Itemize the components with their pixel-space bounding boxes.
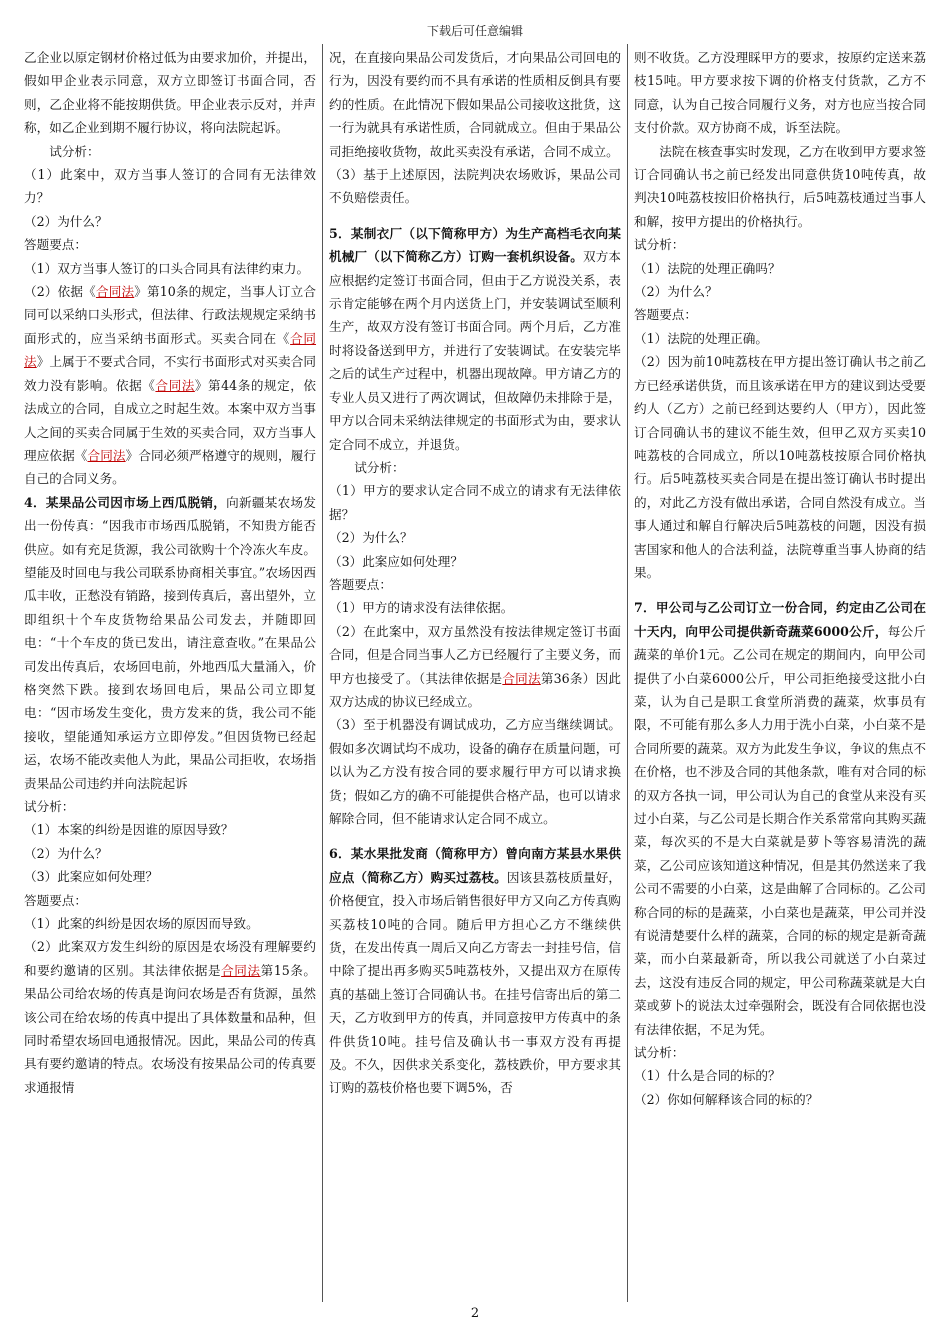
- paragraph: （1）此案中，双方当事人签订的合同有无法律效力？: [24, 167, 316, 206]
- text-run: 向新疆某农场发出一份传真：“因我市市场西瓜脱销，不知贵方能否供应。如有充足货源，我公司欲购十个冷冻火车皮。望能及时回电与我公司联系协商相关事宜。”农场因西瓜丰收，正愁没有销路，接到传真后，喜出望外，立即组织十个车皮货物给果品公司发去，并随即回电：“十个车皮的货已发出，请注意查收。”在果品公司发出传真后，农场回电前，外地西瓜大量涌入，价格突然下跌。接到农场回电后，果品公司立即复电：“因市场发生变化，贵方发来的货，我公司不能接收，望能通知承运方立即停发。”但因货物已经起运，农场不能改卖他人为此，果品公司拒收，农场指责果品公司违约并向法院起诉: [24, 494, 317, 791]
- paragraph: 答题要点：: [24, 237, 87, 253]
- text-run: （2）此案双方发生纠纷的原因是农场没有理解要约和要约邀请的区别。其法律依据是: [24, 939, 316, 978]
- case-heading: 6．某水果批发商（简称甲方）曾向南方某县水果供应点（简称乙方）购买过荔枝。: [329, 846, 621, 885]
- paragraph: （2）为什么？: [329, 530, 413, 546]
- paragraph: 试分析：: [49, 143, 100, 159]
- paragraph: （3）至于机器没有调试成功，乙方应当继续调试。假如多次调试均不成功，设备的确存在质量问题，可以认为乙方没有按合同的要求履行甲方可以请求换货；假如乙方的确不可能提供合格产品，也可以请求解除合同，但不能请求认定合同不成立。: [329, 717, 621, 826]
- law-link[interactable]: 合同法: [502, 670, 541, 686]
- text-run: 》第10条的规定，当事人订立合同可以采纳口头形式，但法律、行政法规规定采纳书面形式的，应当采纳书面形式。买卖合同在《: [24, 284, 317, 346]
- paragraph: 试分析：: [24, 799, 75, 814]
- paragraph: （1）此案的纠纷是因农场的原因而导致。: [24, 916, 259, 932]
- paragraph: （3）此案应如何处理？: [329, 553, 463, 569]
- case-heading: 7．甲公司与乙公司订立一份合同，约定由乙公司在十天内，向甲公司提供新奇蔬菜6000公斤，: [634, 600, 926, 639]
- paragraph: 况，在直接向果品公司发货后，才向果品公司回电的行为，因没有要约而不具有承诺的性质相反倒具有要约的性质。在此情况下假如果品公司接收这批货，这一行为就具有承诺性质，合同就成立。但由于果品公司拒绝接收货物，故此买卖没有承诺，合同不成立。: [329, 50, 621, 159]
- text-run: （2）依据《: [24, 284, 96, 300]
- page-number: 2: [470, 1306, 480, 1321]
- paragraph: （2）因为前10吨荔枝在甲方提出签订确认书之前乙方已经承诺供货，而且该承诺在甲方的建议到达受要约人（乙方）之前已经到达要约人（甲方），因此签订合同确认书的建议不能生效，但甲乙双方买卖10吨荔枝的合同成立，所以10吨荔枝按原合同价格执行。后5吨荔枝买卖合同是在提出签订确认书时提出的，对此乙方没有做出承诺，合同自然没有成立。当事人通过和解自行解决后5吨荔枝的问题，因没有损害国家和他人的合法利益，法院尊重当事人协商的结果。: [634, 354, 926, 580]
- paragraph: 法院在核查事实时发现，乙方在收到甲方要求签订合同确认书之前已经发出同意供货10吨传真，故判决10吨荔枝按旧价格执行，后5吨荔枝通过当事人和解，按甲方提出的价格执行。: [634, 143, 926, 229]
- paragraph: 试分析：: [634, 1045, 685, 1061]
- paragraph: （1）甲方的请求没有法律依据。: [329, 600, 514, 616]
- paragraph: 答题要点：: [634, 307, 697, 323]
- paragraph: （1）甲方的要求认定合同不成立的请求有无法律依据？: [329, 483, 621, 522]
- paragraph: 乙企业以原定钢材价格过低为由要求加价，并提出，假如甲企业表示同意，双方立即签订书面合同，否则，乙企业将不能按期供货。甲企业表示反对，并声称，如乙企业到期不履行协议，将向法院起诉。: [24, 50, 316, 136]
- paragraph: （2）你如何解释该合同的标的？: [634, 1091, 819, 1107]
- text-run: 双方本应根据约定签订书面合同，但由于乙方说没关系，表示肯定能够在两个月内送货上门，并安装调试至顺利生产，故双方没有签订书面合同。两个月后，乙方准时将设备送到甲方，并进行了安装调试。在安装完毕之后的试生产过程中，机器出现故障。甲方请乙方的专业人员又进行了两次调试，但故障仍未排除于是，甲方以合同未采纳法律规定的书面形式为由，要求认定合同不成立，并退货。: [329, 249, 622, 452]
- law-link[interactable]: 合同法: [221, 962, 261, 978]
- document-body: [18, 44, 932, 1302]
- paragraph: （1）双方当事人签订的口头合同具有法律约束力。: [24, 260, 310, 276]
- paragraph: （2）为什么？: [24, 845, 108, 861]
- paragraph: （3）此案应如何处理？: [24, 869, 158, 885]
- law-link[interactable]: 合同法: [24, 330, 317, 370]
- paragraph: （1）法院的处理正确。: [634, 330, 768, 346]
- text-run: 每公斤蔬菜的单价1元。乙公司在规定的期间内，向甲公司提供了小白菜6000公斤，甲公司拒绝接受这批小白菜，认为自己是职工食堂所消费的蔬菜，炊事员有限，不可能有那么多人力用于洗小白菜，小白菜不是合同所要的蔬菜。双方为此发生争议，争议的焦点不在价格，也不涉及合同的其他条款，唯有对合同的标的双方各执一词，甲公司认为自己的食堂从来没有买过小白菜，与乙公司是长期合作关系常常向其购买蔬菜，每次买的不是大白菜就是萝卜等容易清洗的蔬菜，乙公司应该知道这种情况，但是其仍然送来了我公司不需要的小白菜，这是曲解了合同标的。乙公司称合同的标的是蔬菜，小白菜也是蔬菜，甲公司并没有说清楚要什么样的蔬菜，合同的标的规定是新奇蔬菜，而小白菜最新奇，所以我公司就送了小白菜过去，这没有违反合同的规定，甲公司称蔬菜就是大白菜或萝卜的说法太过牵强附会，既没有合同依据也没有法律依据，不足为凭。: [634, 623, 926, 1037]
- paragraph: （3）基于上述原因，法院判决农场败诉，果品公司不负赔偿责任。: [329, 167, 621, 206]
- page-header: 下载后可任意编辑: [426, 24, 523, 38]
- column-middle: [322, 44, 627, 1302]
- case-heading: 4．某果品公司因市场上西瓜脱销，: [24, 494, 227, 510]
- paragraph: （2）为什么？: [24, 213, 108, 229]
- paragraph: [634, 596, 926, 1041]
- paragraph: [24, 491, 316, 795]
- text-run: 》合同必须严格遵守的规则，履行自己的合同义务。: [24, 447, 317, 487]
- paragraph: [24, 280, 316, 491]
- paragraph: 试分析：: [354, 459, 405, 475]
- law-link[interactable]: 合同法: [155, 377, 195, 393]
- law-link[interactable]: 合同法: [87, 447, 126, 463]
- paragraph: [329, 842, 621, 1099]
- paragraph: （1）什么是合同的标的？: [634, 1068, 781, 1084]
- column-left: [18, 44, 322, 1302]
- case-heading: 5．某制衣厂（以下简称甲方）为生产高档毛衣向某机械厂（以下简称乙方）订购一套机织设备。: [329, 225, 621, 265]
- text-run: （2）在此案中，双方虽然没有按法律规定签订书面合同，但是合同当事人乙方已经履行了主要义务，而甲方也接受了。（其法律依据是: [329, 623, 621, 686]
- paragraph: （1）法院的处理正确吗？: [634, 260, 781, 276]
- paragraph: [329, 222, 621, 456]
- paragraph: 答题要点：: [24, 892, 87, 908]
- text-run: 》第44条的规定，依法成立的合同，自成立之时起生效。本案中双方当事人之间的买卖合同属于生效的买卖合同，双方当事人理应依据《: [24, 377, 317, 463]
- paragraph: [24, 935, 316, 1099]
- text-run: 第36条）因此双方达成的协议已经成立。: [329, 670, 622, 709]
- paragraph: 则不收货。乙方没理睬甲方的要求，按原约定送来荔枝15吨。甲方要求按下调的价格支付货款，乙方不同意，认为自己按合同履行义务，对方也应当按合同支付价款。双方协商不成，诉至法院。: [634, 50, 926, 136]
- paragraph: 答题要点：: [329, 576, 392, 592]
- paragraph: （1）本案的纠纷是因谁的原因导致？: [24, 822, 234, 838]
- column-right: [627, 44, 932, 1302]
- text-run: 因该县荔枝质量好，价格便宜，投入市场后销售很好甲方又向乙方传真购买荔枝10吨的合同。随后甲方担心乙方不继续供货，在发出传真一周后又向乙方寄去一封挂号信，信中除了提出再多购买5吨荔枝外，又提出双方在原传真的基础上签订合同确认书。在挂号信寄出后的第二天，乙方收到甲方的传真，并同意按甲方传真中的条件供货10吨。挂号信及确认书一事双方没有再提及。不久，因供求关系变化，荔枝跌价，甲方要求其订购的荔枝价格也要下调5%，否: [329, 869, 622, 1096]
- paragraph: （2）为什么？: [634, 284, 718, 300]
- text-run: 》上属于不要式合同，不实行书面形式对买卖合同效力没有影响。依据《: [24, 354, 317, 393]
- text-run: 第15条。果品公司给农场的传真是询问农场是否有货源，虽然该公司在给农场的传真中提出了具体数量和品种，但同时希望农场回电通报情况。因此，果品公司的传真具有要约邀请的特点。农场没有按果品公司的传真要求通报情: [24, 962, 317, 1095]
- paragraph: 试分析：: [634, 237, 685, 253]
- paragraph: [329, 620, 621, 714]
- law-link[interactable]: 合同法: [95, 284, 135, 300]
